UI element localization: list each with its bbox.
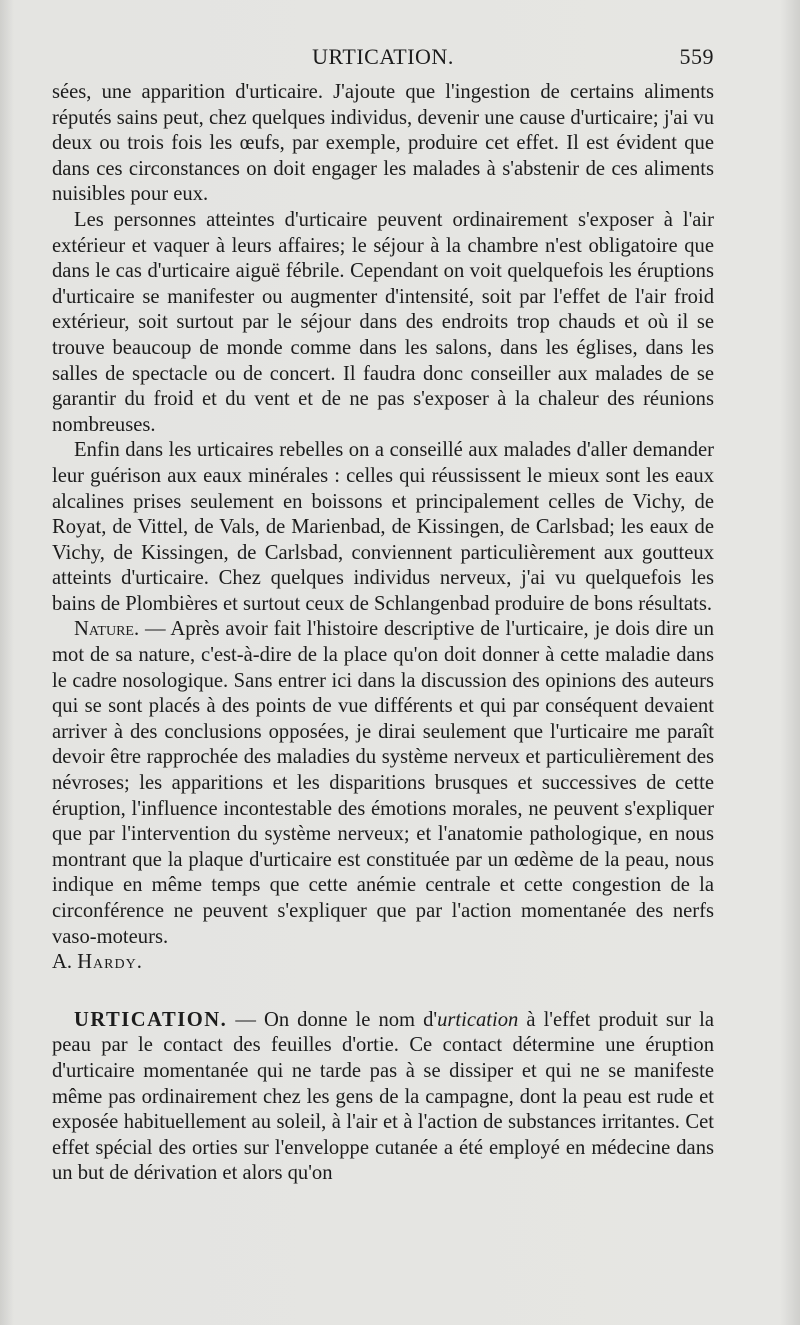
- running-header: [52, 44, 714, 76]
- paragraph-mineral-waters: Enfin dans les urticaires rebelles on a conseillé aux malades d'aller demander leur guérison aux eaux minérales : celles qui réussissent le mieux sont les eaux alcalines prises seulement en boissons et principalement celles de Vichy, de Royat, de Vittel, de Vals, de Marienbad, de Kissingen, de Carlsbad; les eaux de Vichy, de Kissingen, de Carlsbad, conviennent particulièrement aux goutteux atteints d'urticaire. Chez quelques individus nerveux, j'ai vu quelquefois les bains de Plombières et surtout ceux de Schlangenbad produire de bons résultats.: [52, 439, 714, 615]
- entry-urtication: [52, 1008, 714, 1187]
- entry-term: urtication: [437, 1008, 519, 1031]
- section-lead-nature: Nature.: [74, 618, 140, 641]
- author-name: Hardy.: [77, 951, 143, 974]
- paragraph-continuation: sées, une apparition d'urticaire. J'ajoute que l'ingestion de certains aliments réputés sains peut, chez quelques individus, devenir une cause d'urticaire; j'ai vu deux ou trois fois les œufs, par exemple, produire cet effet. Il est évident que dans ces circonstances on doit engager les malades à s'abstenir de ces aliments nuisibles pour eux.: [52, 81, 714, 206]
- paragraph-exposure: Les personnes atteintes d'urticaire peuvent ordinairement s'exposer à l'air extérieur et vaquer à leurs affaires; le séjour à la chambre n'est obligatoire que dans le cas d'urticaire aiguë fébrile. Cependant on voit quelquefois les éruptions d'urticaire se manifester ou augmenter d'intensité, soit par l'effet de l'air froid extérieur, soit surtout par le séjour dans des endroits trop chauds et où il se trouve beaucoup de monde comme dans les salons, dans les églises, dans les salles de spectacle ou de concert. Il faudra donc conseiller aux malades de se garantir du froid et du vent et de ne pas s'exposer à la chaleur des réunions nombreuses.: [52, 208, 714, 436]
- running-title: URTICATION.: [312, 44, 454, 69]
- entry-headword: URTICATION.: [74, 1008, 228, 1031]
- page-body: [52, 80, 714, 1187]
- paragraph-nature-text: — Après avoir fait l'histoire descriptive de l'urticaire, je dois dire un mot de sa nature, c'est-à-dire de la place qu'on doit donner à cette maladie dans le cadre nosologique. Sans entrer ici dans la discussion des opinions des auteurs qui se sont placés à des points de vue différents et qui par conséquent devaient arriver à des conclusions opposées, je dirai seulement que l'urticaire me paraît devoir être rapprochée des maladies du système nerveux et particulièrement des névroses; les apparitions et les disparitions brusques et successives de cette éruption, l'influence incontestable des émotions morales, ne peuvent s'expliquer que par l'intervention du système nerveux; et l'anatomie pathologique, en nous montrant que la plaque d'urticaire est constituée par un œdème de la peau, nous indique en même temps que cette anémie centrale et cette congestion de la circonférence ne peuvent s'expliquer que par l'action momentanée des nerfs vaso-moteurs.: [52, 618, 714, 948]
- entry-text-after: à l'effet produit sur la peau par le contact des feuilles d'ortie. Ce contact détermine une éruption d'urticaire momentanée qui ne tarde pas à se dissiper et qui ne se manifeste même pas ordinairement chez les gens de la campagne, dont la peau est rude et exposée habituellement au soleil, à l'air et à l'action de substances irritantes. Cet effet spécial des orties sur l'enveloppe cutanée a été employé en médecine dans un but de dérivation et alors qu'on: [52, 1008, 714, 1185]
- paragraph-nature: [52, 617, 714, 950]
- entry-separator: [52, 976, 714, 1008]
- entry-text-before: — On donne le nom d': [227, 1008, 438, 1031]
- author-signature: [52, 950, 714, 976]
- author-initial: A.: [52, 951, 73, 974]
- page-number: 559: [679, 44, 714, 69]
